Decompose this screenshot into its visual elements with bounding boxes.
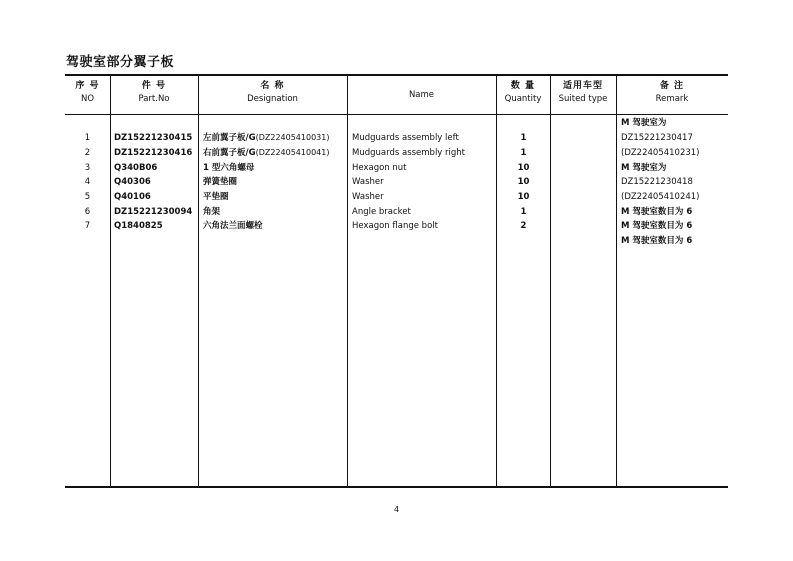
row-designation: 1 型六角螺母 xyxy=(203,163,255,173)
row-designation-text: 右前翼子板/G xyxy=(203,148,256,158)
column-divider xyxy=(616,76,617,486)
row-quantity: 1 xyxy=(520,133,527,143)
row-part-no: Q40106 xyxy=(114,192,151,202)
row-designation xyxy=(203,132,329,144)
remark-line: DZ15221230417 xyxy=(621,133,693,143)
header-suited-type xyxy=(550,80,616,106)
table-top-rule xyxy=(65,74,728,76)
row-no: 3 xyxy=(84,163,91,173)
row-name: Hexagon nut xyxy=(352,163,407,173)
header-no-cn: 序 号 xyxy=(75,81,100,91)
row-designation-code: (DZ22405410031) xyxy=(255,133,330,142)
column-divider xyxy=(550,76,551,486)
header-suited-type-en: Suited type xyxy=(558,94,608,104)
row-name: Angle bracket xyxy=(352,207,411,217)
header-no-en: NO xyxy=(80,94,95,104)
header-quantity-cn: 数 量 xyxy=(510,81,536,91)
page-title: 驾驶室部分翼子板 xyxy=(66,55,175,70)
row-no: 1 xyxy=(84,133,91,143)
row-name: Mudguards assembly left xyxy=(352,133,459,143)
row-part-no: DZ15221230415 xyxy=(114,133,193,143)
row-quantity: 1 xyxy=(520,148,527,158)
header-part-no-en: Part.No xyxy=(138,94,170,104)
row-quantity: 1 xyxy=(520,207,527,217)
remark-line: DZ15221230418 xyxy=(621,177,693,187)
row-part-no: Q1840825 xyxy=(114,221,163,231)
header-remark-cn: 备 注 xyxy=(659,81,685,91)
row-quantity: 2 xyxy=(520,221,527,231)
header-designation xyxy=(198,80,347,106)
row-part-no: Q340B06 xyxy=(114,163,158,173)
table-bottom-rule xyxy=(65,486,728,488)
row-quantity: 10 xyxy=(517,163,530,173)
remark-line: (DZ22405410241) xyxy=(621,192,700,202)
row-name: Hexagon flange bolt xyxy=(352,221,438,231)
row-name: Mudguards assembly right xyxy=(352,148,466,158)
row-no: 5 xyxy=(84,192,91,202)
header-part-no xyxy=(110,80,198,106)
row-quantity: 10 xyxy=(517,192,530,202)
remark-line: M 驾驶室为 xyxy=(621,118,667,128)
row-designation-text: 左前翼子板/G xyxy=(203,133,256,143)
column-divider xyxy=(198,76,199,486)
column-divider xyxy=(110,76,111,486)
row-part-no: DZ15221230094 xyxy=(114,207,193,217)
remark-line: M 驾驶室数目为 6 xyxy=(621,236,693,246)
remark-line: M 驾驶室数目为 6 xyxy=(621,207,693,217)
row-no: 4 xyxy=(84,177,91,187)
header-quantity xyxy=(496,80,550,106)
header-quantity-en: Quantity xyxy=(504,94,542,104)
header-no xyxy=(65,80,110,106)
header-remark xyxy=(616,80,728,106)
row-quantity: 10 xyxy=(517,177,530,187)
header-remark-en: Remark xyxy=(655,94,689,104)
row-name: Washer xyxy=(352,192,384,202)
remark-line: M 驾驶室数目为 6 xyxy=(621,221,693,231)
header-designation-cn: 名 称 xyxy=(260,81,285,91)
header-separator-rule xyxy=(65,114,728,115)
row-designation: 角架 xyxy=(203,207,221,217)
header-name: Name xyxy=(408,90,435,100)
row-designation-code: (DZ22405410041) xyxy=(255,148,330,157)
remark-line: (DZ22405410231) xyxy=(621,148,700,158)
row-part-no: Q40306 xyxy=(114,177,151,187)
row-designation: 六角法兰面螺栓 xyxy=(203,221,263,231)
header-part-no-cn: 件 号 xyxy=(141,81,167,91)
row-designation: 平垫圈 xyxy=(203,192,229,202)
row-designation xyxy=(203,147,329,159)
page-number: 4 xyxy=(393,505,400,514)
row-part-no: DZ15221230416 xyxy=(114,148,193,158)
column-divider xyxy=(347,76,348,486)
row-no: 2 xyxy=(84,148,91,158)
row-no: 7 xyxy=(84,221,91,231)
row-name: Washer xyxy=(352,177,384,187)
remark-line: M 驾驶室为 xyxy=(621,163,667,173)
row-no: 6 xyxy=(84,207,91,217)
header-designation-en: Designation xyxy=(247,94,298,104)
row-designation: 弹簧垫圈 xyxy=(203,177,238,187)
header-suited-type-cn: 适用车型 xyxy=(562,81,603,91)
